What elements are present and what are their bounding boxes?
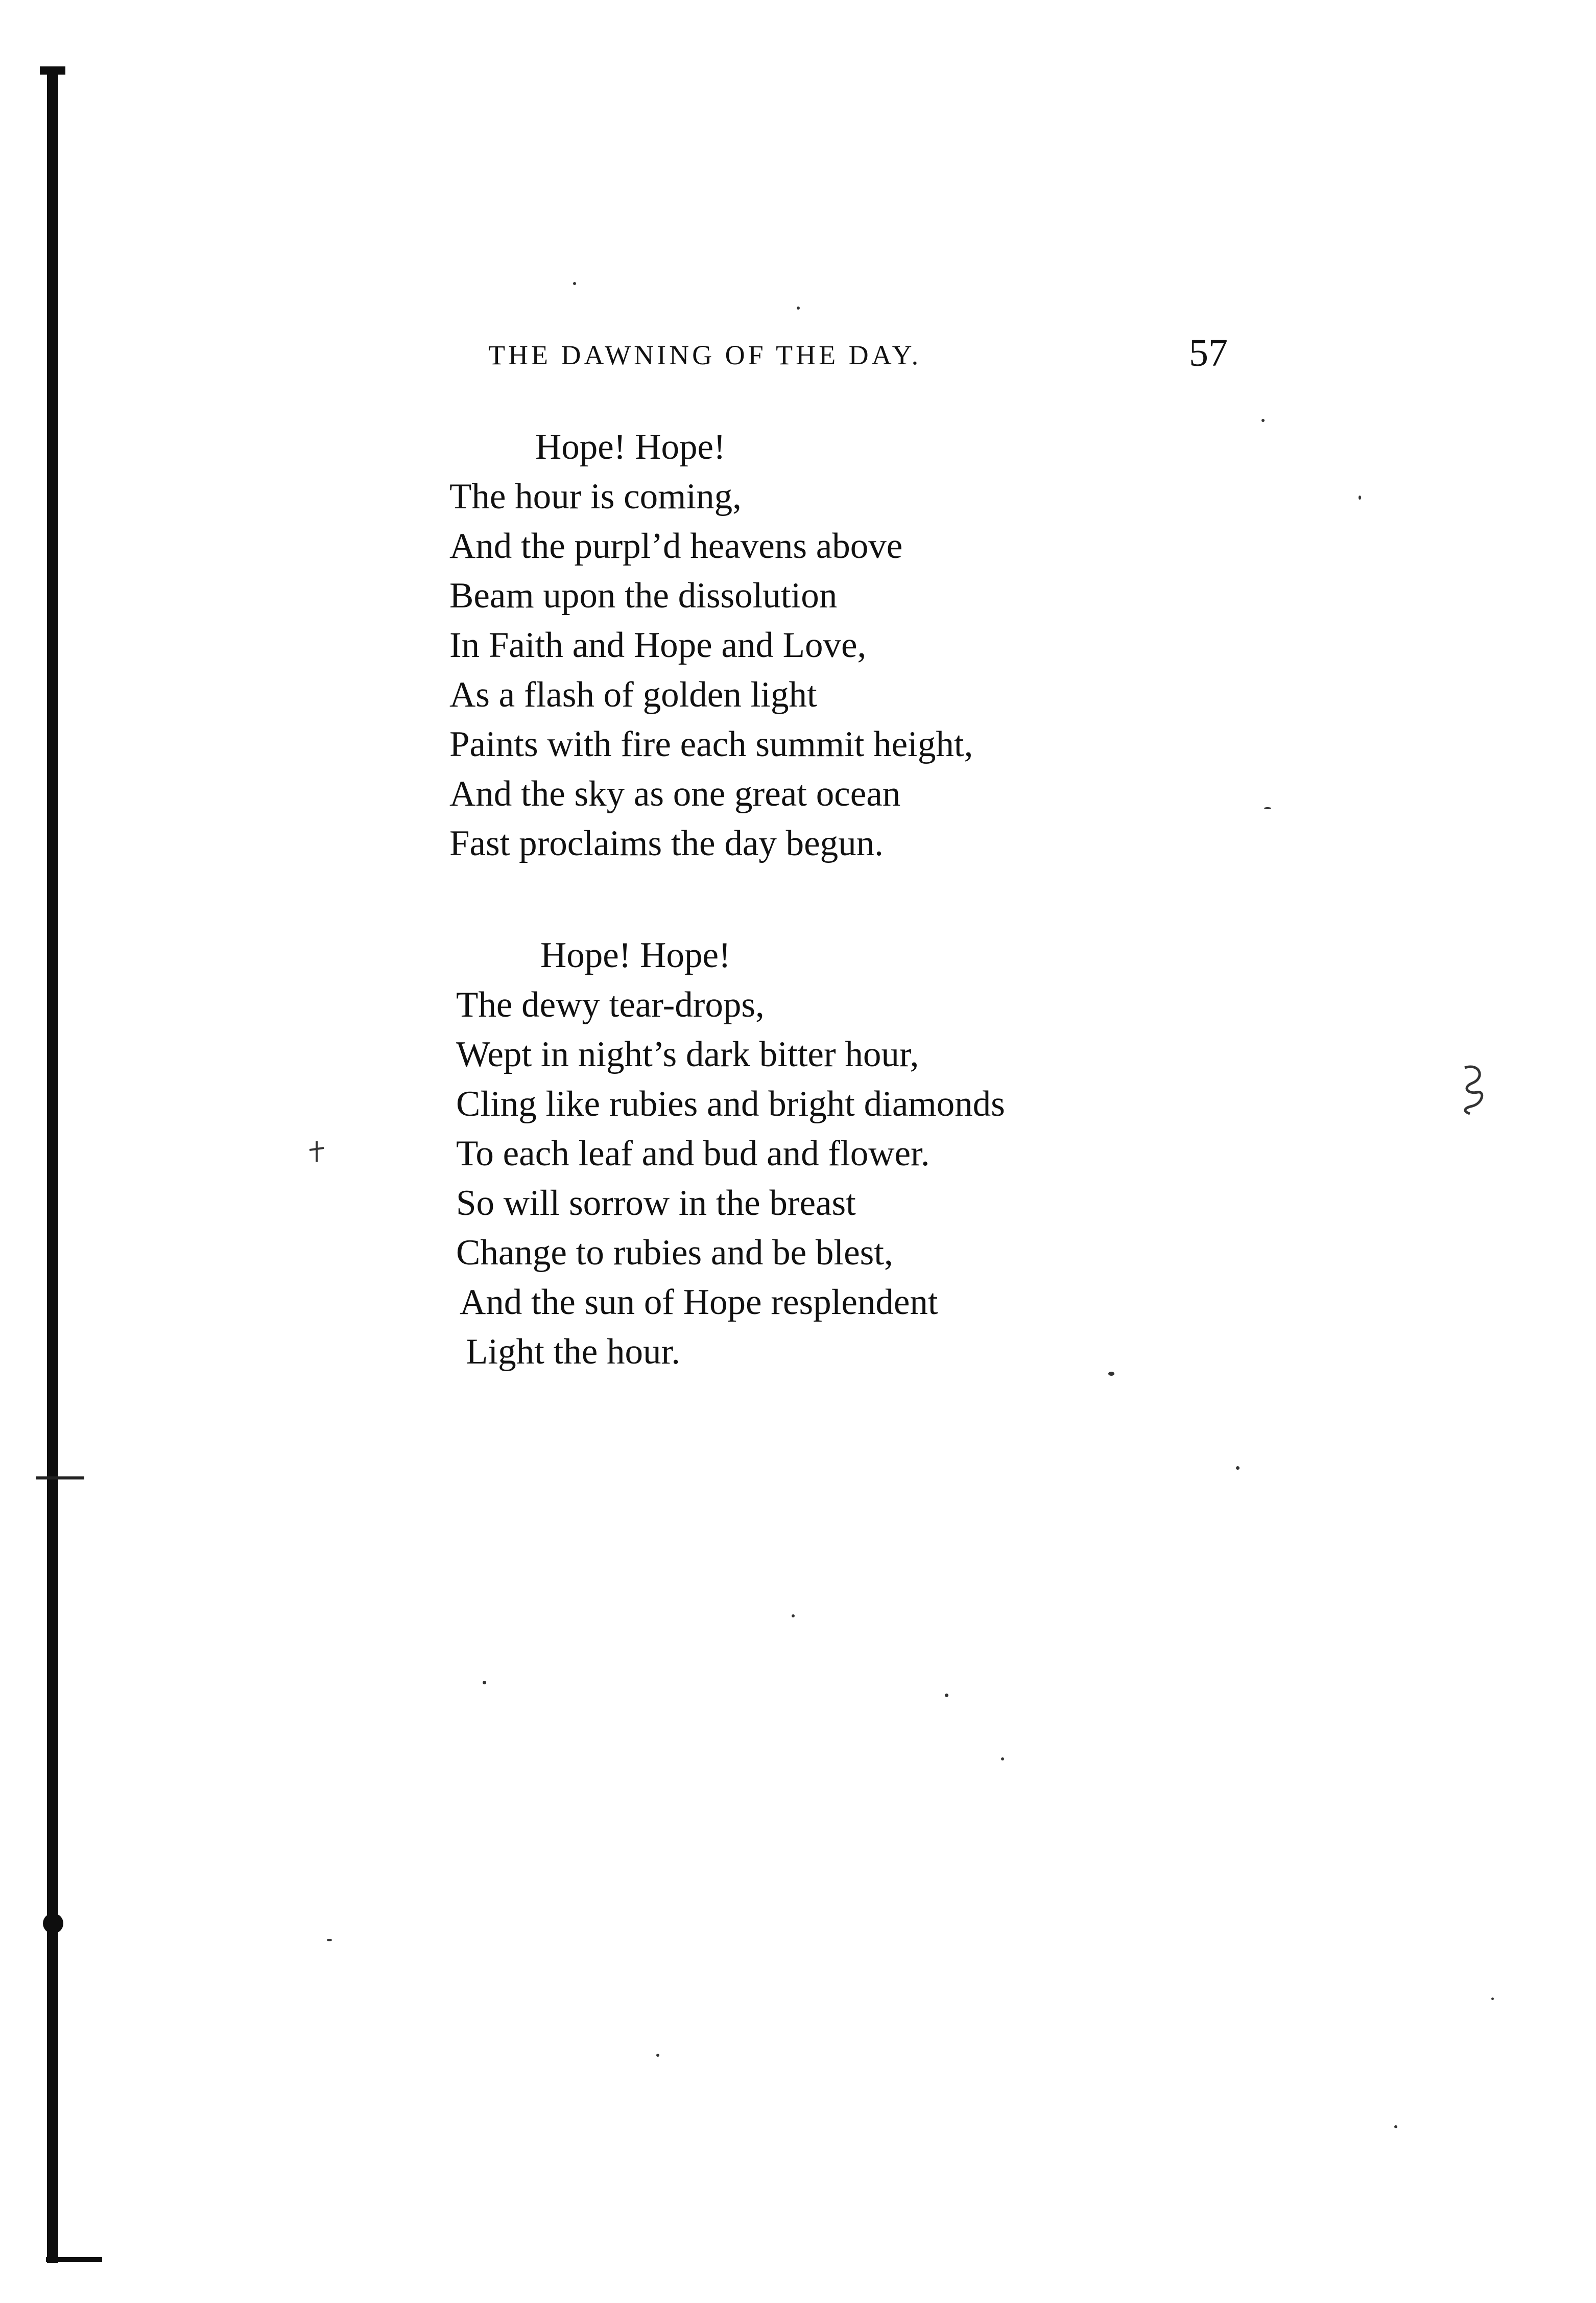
spine-nick xyxy=(43,1913,63,1934)
poem-line: Change to rubies and be blest, xyxy=(456,1233,893,1273)
scan-speck xyxy=(573,282,576,285)
margin-scribble xyxy=(1455,1063,1490,1126)
scan-speck xyxy=(945,1694,948,1697)
scan-speck xyxy=(1394,2125,1397,2128)
poem-line: And the sky as one great ocean xyxy=(449,774,901,814)
scan-speck xyxy=(483,1681,486,1684)
poem-line: The hour is coming, xyxy=(449,477,742,516)
spine-tick xyxy=(36,1476,84,1479)
poem-line: Cling like rubies and bright diamonds xyxy=(456,1084,1005,1124)
poem-line: Beam upon the dissolution xyxy=(449,576,838,616)
poem-line: Fast proclaims the day begun. xyxy=(449,824,884,863)
poem-line: To each leaf and bud and flower. xyxy=(456,1134,930,1173)
poem-line: And the sun of Hope resplendent xyxy=(460,1282,938,1322)
poem-line: So will sorrow in the breast xyxy=(456,1183,856,1223)
poem-line: In Faith and Hope and Love, xyxy=(449,625,867,665)
scan-speck xyxy=(656,2054,659,2057)
spine-edge-bottom xyxy=(46,2257,102,2262)
scan-speck xyxy=(1491,1998,1494,2000)
scan-speck xyxy=(1001,1757,1004,1760)
poem-line: As a flash of golden light xyxy=(449,675,817,715)
scan-speck xyxy=(1359,496,1361,500)
margin-cross xyxy=(306,1137,327,1172)
poem-line: Wept in night’s dark bitter hour, xyxy=(456,1035,919,1074)
scan-speck xyxy=(1108,1372,1114,1376)
poem-line: Hope! Hope! xyxy=(540,935,731,975)
scan-speck xyxy=(1264,807,1271,809)
scan-speck xyxy=(1236,1466,1240,1470)
poem-line: The dewy tear-drops, xyxy=(456,985,765,1025)
poem-line: Paints with fire each summit height, xyxy=(449,724,973,764)
running-head: THE DAWNING OF THE DAY. xyxy=(488,340,922,370)
scan-speck xyxy=(792,1614,795,1617)
scan-speck xyxy=(797,307,800,310)
scan-speck xyxy=(327,1939,332,1941)
poem-line: Hope! Hope! xyxy=(535,427,726,467)
poem-line: And the purpl’d heavens above xyxy=(449,526,903,566)
spine-edge xyxy=(47,72,58,2263)
scan-speck xyxy=(1261,419,1265,422)
poem-line: Light the hour. xyxy=(466,1332,681,1372)
page-number: 57 xyxy=(1189,332,1228,374)
